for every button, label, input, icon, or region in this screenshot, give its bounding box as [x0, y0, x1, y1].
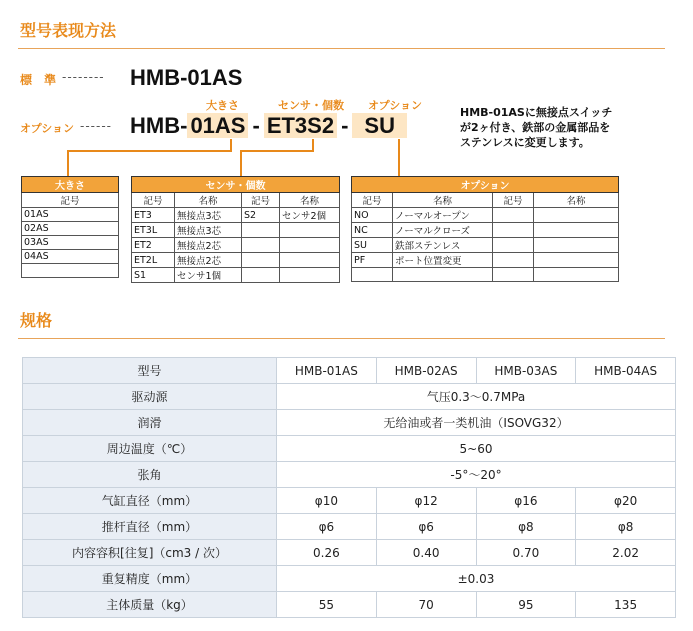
spec-label: 内容容积[往复]（cm3 / 次）: [23, 540, 277, 566]
connector-line: [240, 150, 314, 152]
sensor-cell: センサ1個: [175, 268, 242, 283]
leader-dots: ------: [80, 119, 112, 133]
sensor-table: [131, 176, 340, 283]
option-cell: ノーマルオープン: [393, 208, 493, 223]
spec-value: 气压0.3～0.7MPa: [277, 384, 676, 410]
size-table-header: 記号: [22, 193, 119, 208]
spec-value: φ6: [376, 514, 476, 540]
connector-line: [240, 150, 242, 176]
spec-value: 0.26: [277, 540, 377, 566]
size-table: [21, 176, 119, 278]
spec-value: 无给油或者一类机油（ISOVG32）: [277, 410, 676, 436]
size-code-cell: 03AS: [22, 236, 119, 250]
table-row: [23, 436, 676, 462]
spec-value: ±0.03: [277, 566, 676, 592]
size-code: 01AS: [187, 113, 248, 138]
table-row: [23, 488, 676, 514]
option-cell: [493, 268, 534, 282]
spec-model-header: HMB-01AS: [277, 358, 377, 384]
connector-line: [398, 139, 400, 176]
spec-value: φ10: [277, 488, 377, 514]
spec-model-header: HMB-04AS: [576, 358, 676, 384]
caption-size: 大きさ: [206, 99, 239, 112]
model-prefix: HMB-: [130, 113, 188, 138]
option-table: [351, 176, 619, 282]
option-header-cell: 名称: [393, 193, 493, 208]
note-line: が2ヶ付き、鉄部の金属部品を: [460, 121, 611, 134]
spec-value: 0.40: [376, 540, 476, 566]
option-cell: [534, 268, 619, 282]
sensor-cell: S1: [132, 268, 175, 283]
sensor-header-cell: 記号: [132, 193, 175, 208]
caption-option: オプション: [368, 99, 423, 112]
option-cell: NC: [352, 223, 393, 238]
option-cell: [534, 253, 619, 268]
option-code: SU: [352, 113, 407, 138]
note-line: HMB-01ASに無接点スイッチ: [460, 106, 613, 119]
sensor-cell: [280, 238, 340, 253]
size-code-cell: [22, 264, 119, 278]
spec-value: 70: [376, 592, 476, 618]
sensor-cell: [280, 253, 340, 268]
connector-line: [67, 150, 69, 176]
sensor-cell: ET2L: [132, 253, 175, 268]
connector-line: [67, 150, 232, 152]
section-title-model: 型号表现方法: [20, 21, 117, 40]
spec-value: 5~60: [277, 436, 676, 462]
option-header-cell: 名称: [534, 193, 619, 208]
sensor-code: ET3S2: [264, 113, 337, 138]
option-label: オプション: [20, 122, 75, 135]
sensor-cell: [242, 223, 280, 238]
sensor-header-cell: 名称: [280, 193, 340, 208]
sensor-cell: センサ2個: [280, 208, 340, 223]
spec-value: φ6: [277, 514, 377, 540]
sensor-cell: [242, 268, 280, 283]
option-cell: 鉄部ステンレス: [393, 238, 493, 253]
option-cell: SU: [352, 238, 393, 253]
sensor-cell: ET3: [132, 208, 175, 223]
sensor-cell: 無接点3芯: [175, 223, 242, 238]
spec-label: 气缸直径（mm）: [23, 488, 277, 514]
option-header-cell: 記号: [352, 193, 393, 208]
option-cell: [534, 208, 619, 223]
note-text: [460, 105, 612, 150]
option-cell: [493, 238, 534, 253]
size-table-title: 大きさ: [22, 177, 119, 193]
spec-header-label: 型号: [23, 358, 277, 384]
sensor-cell: [280, 223, 340, 238]
option-cell: [534, 238, 619, 253]
table-row: [23, 410, 676, 436]
size-code-cell: 04AS: [22, 250, 119, 264]
sensor-header-cell: 記号: [242, 193, 280, 208]
option-cell: [493, 253, 534, 268]
option-cell: [493, 208, 534, 223]
spec-label: 润滑: [23, 410, 277, 436]
section-divider: [18, 48, 665, 49]
table-row: [23, 592, 676, 618]
option-table-title: オプション: [352, 177, 619, 193]
spec-value: φ8: [576, 514, 676, 540]
option-cell: ポート位置変更: [393, 253, 493, 268]
spec-value: φ12: [376, 488, 476, 514]
dash: -: [341, 113, 349, 138]
option-cell: PF: [352, 253, 393, 268]
dash: -: [252, 113, 260, 138]
table-row: [23, 566, 676, 592]
option-cell: [352, 268, 393, 282]
spec-value: 95: [476, 592, 576, 618]
caption-sensor: センサ・個数: [278, 99, 344, 112]
spec-value: φ20: [576, 488, 676, 514]
sensor-cell: [280, 268, 340, 283]
spec-label: 重复精度（mm）: [23, 566, 277, 592]
spec-value: 2.02: [576, 540, 676, 566]
spec-label: 张角: [23, 462, 277, 488]
sensor-cell: 無接点2芯: [175, 238, 242, 253]
spec-value: -5°～20°: [277, 462, 676, 488]
option-cell: [393, 268, 493, 282]
sensor-cell: [242, 253, 280, 268]
standard-label: 標 準: [20, 73, 57, 87]
spec-label: 驱动源: [23, 384, 277, 410]
option-cell: NO: [352, 208, 393, 223]
sensor-cell: 無接点2芯: [175, 253, 242, 268]
section-divider: [18, 338, 665, 339]
spec-label: 推杆直径（mm）: [23, 514, 277, 540]
note-line: ステンレスに変更します。: [460, 136, 590, 149]
sensor-header-cell: 名称: [175, 193, 242, 208]
table-row: [23, 514, 676, 540]
table-row: [23, 462, 676, 488]
option-model: [130, 113, 407, 139]
table-row: [23, 384, 676, 410]
spec-label: 周边温度（℃）: [23, 436, 277, 462]
sensor-cell: 無接点3芯: [175, 208, 242, 223]
spec-value: 0.70: [476, 540, 576, 566]
section-title-spec: 规格: [20, 311, 53, 330]
spec-value: φ8: [476, 514, 576, 540]
spec-value: 55: [277, 592, 377, 618]
spec-model-header: HMB-03AS: [476, 358, 576, 384]
spec-value: 135: [576, 592, 676, 618]
leader-dots: --------: [62, 70, 105, 84]
table-row: [23, 540, 676, 566]
option-cell: ノーマルクローズ: [393, 223, 493, 238]
spec-model-header: HMB-02AS: [376, 358, 476, 384]
sensor-cell: ET2: [132, 238, 175, 253]
sensor-cell: ET3L: [132, 223, 175, 238]
option-cell: [493, 223, 534, 238]
size-code-cell: 02AS: [22, 222, 119, 236]
sensor-cell: [242, 238, 280, 253]
spec-value: φ16: [476, 488, 576, 514]
size-code-cell: 01AS: [22, 208, 119, 222]
table-row: [23, 358, 676, 384]
sensor-cell: S2: [242, 208, 280, 223]
standard-model: HMB-01AS: [130, 65, 243, 90]
spec-table: [22, 357, 676, 618]
option-cell: [534, 223, 619, 238]
spec-label: 主体质量（kg）: [23, 592, 277, 618]
option-header-cell: 記号: [493, 193, 534, 208]
sensor-table-title: センサ・個数: [132, 177, 340, 193]
